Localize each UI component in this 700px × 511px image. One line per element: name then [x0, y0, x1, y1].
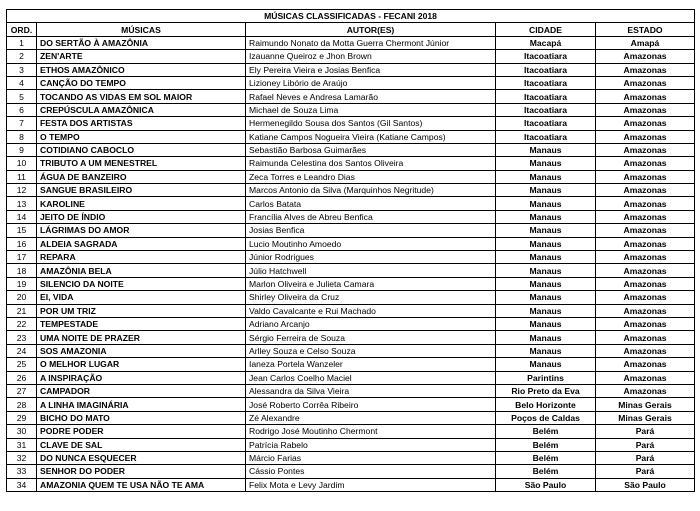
cell-state: Amazonas	[596, 358, 695, 371]
cell-city: Manaus	[496, 237, 596, 250]
cell-city: Manaus	[496, 197, 596, 210]
cell-state: Amazonas	[596, 63, 695, 76]
cell-city: Manaus	[496, 184, 596, 197]
cell-city: Belém	[496, 438, 596, 451]
cell-author: Cássio Pontes	[246, 465, 496, 478]
cell-city: Parintins	[496, 371, 596, 384]
cell-state: Amazonas	[596, 170, 695, 183]
cell-song: SANGUE BRASILEIRO	[37, 184, 246, 197]
header-ord: ORD.	[7, 23, 37, 36]
table-row	[7, 90, 695, 103]
cell-ord: 1	[7, 36, 37, 49]
cell-state: Pará	[596, 425, 695, 438]
cell-city: Macapá	[496, 36, 596, 49]
cell-city: Manaus	[496, 224, 596, 237]
table-row	[7, 210, 695, 223]
cell-state: Amapá	[596, 36, 695, 49]
cell-author: Carlos Batata	[246, 197, 496, 210]
cell-song: CLAVE DE SAL	[37, 438, 246, 451]
cell-song: A INSPIRAÇÃO	[37, 371, 246, 384]
cell-state: São Paulo	[596, 478, 695, 491]
cell-author: Izauanne Queiroz e Jhon Brown	[246, 50, 496, 63]
cell-city: Manaus	[496, 277, 596, 290]
cell-ord: 30	[7, 425, 37, 438]
cell-ord: 26	[7, 371, 37, 384]
table-row	[7, 451, 695, 464]
table-row	[7, 36, 695, 49]
cell-ord: 5	[7, 90, 37, 103]
cell-ord: 23	[7, 331, 37, 344]
cell-song: DO NUNCA ESQUECER	[37, 451, 246, 464]
cell-state: Amazonas	[596, 317, 695, 330]
cell-city: Itacoatiara	[496, 50, 596, 63]
cell-state: Pará	[596, 451, 695, 464]
cell-state: Amazonas	[596, 103, 695, 116]
cell-author: Júlio Hatchwell	[246, 264, 496, 277]
cell-ord: 10	[7, 157, 37, 170]
cell-ord: 21	[7, 304, 37, 317]
cell-ord: 7	[7, 117, 37, 130]
cell-song: REPARA	[37, 251, 246, 264]
cell-ord: 12	[7, 184, 37, 197]
cell-state: Minas Gerais	[596, 398, 695, 411]
table-row	[7, 358, 695, 371]
cell-ord: 22	[7, 317, 37, 330]
cell-song: TEMPESTADE	[37, 317, 246, 330]
header-city: CIDADE	[496, 23, 596, 36]
cell-state: Amazonas	[596, 130, 695, 143]
cell-city: Manaus	[496, 317, 596, 330]
cell-author: Ianeza Portela Wanzeler	[246, 358, 496, 371]
cell-song: AMAZONIA QUEM TE USA NÃO TE AMA	[37, 478, 246, 491]
cell-state: Amazonas	[596, 184, 695, 197]
cell-song: POR UM TRIZ	[37, 304, 246, 317]
cell-ord: 4	[7, 76, 37, 89]
cell-city: Belém	[496, 465, 596, 478]
cell-author: Zeca Torres e Leandro Dias	[246, 170, 496, 183]
cell-city: Manaus	[496, 143, 596, 156]
cell-author: Michael de Souza Lima	[246, 103, 496, 116]
cell-state: Amazonas	[596, 157, 695, 170]
cell-city: Itacoatiara	[496, 90, 596, 103]
cell-song: KAROLINE	[37, 197, 246, 210]
classified-songs-table	[6, 9, 695, 492]
cell-author: Sérgio Ferreira de Souza	[246, 331, 496, 344]
cell-city: Manaus	[496, 344, 596, 357]
table-row	[7, 157, 695, 170]
table-title: MÚSICAS CLASSIFICADAS - FECANI 2018	[7, 10, 695, 23]
cell-ord: 19	[7, 277, 37, 290]
cell-song: SOS AMAZONIA	[37, 344, 246, 357]
table-row	[7, 63, 695, 76]
cell-ord: 33	[7, 465, 37, 478]
cell-ord: 13	[7, 197, 37, 210]
cell-author: Zé Alexandre	[246, 411, 496, 424]
header-author: AUTOR(ES)	[246, 23, 496, 36]
cell-author: Marlon Oliveira e Julieta Camara	[246, 277, 496, 290]
cell-city: Poços de Caldas	[496, 411, 596, 424]
cell-city: Itacoatiara	[496, 76, 596, 89]
cell-ord: 3	[7, 63, 37, 76]
cell-song: O TEMPO	[37, 130, 246, 143]
cell-state: Amazonas	[596, 90, 695, 103]
cell-state: Amazonas	[596, 117, 695, 130]
cell-author: Lucio Moutinho Amoedo	[246, 237, 496, 250]
table-row	[7, 331, 695, 344]
header-state: ESTADO	[596, 23, 695, 36]
cell-song: LÁGRIMAS DO AMOR	[37, 224, 246, 237]
cell-state: Amazonas	[596, 237, 695, 250]
cell-ord: 2	[7, 50, 37, 63]
cell-state: Amazonas	[596, 344, 695, 357]
cell-author: Sebastião Barbosa Guimarães	[246, 143, 496, 156]
cell-author: Raimundo Nonato da Motta Guerra Chermont Júnior	[246, 36, 496, 49]
cell-author: José Roberto Corrêa Ribeiro	[246, 398, 496, 411]
table-row	[7, 117, 695, 130]
cell-ord: 9	[7, 143, 37, 156]
cell-author: Patrícia Rabelo	[246, 438, 496, 451]
cell-city: Manaus	[496, 331, 596, 344]
cell-song: A LINHA IMAGINÁRIA	[37, 398, 246, 411]
cell-city: Belém	[496, 451, 596, 464]
cell-song: ALDEIA SAGRADA	[37, 237, 246, 250]
cell-city: Manaus	[496, 170, 596, 183]
cell-author: Francília Alves de Abreu Benfica	[246, 210, 496, 223]
cell-state: Amazonas	[596, 371, 695, 384]
table-row	[7, 344, 695, 357]
table-row	[7, 251, 695, 264]
cell-ord: 17	[7, 251, 37, 264]
cell-city: Manaus	[496, 304, 596, 317]
cell-author: Josias Benfica	[246, 224, 496, 237]
cell-ord: 25	[7, 358, 37, 371]
cell-state: Amazonas	[596, 331, 695, 344]
cell-state: Pará	[596, 438, 695, 451]
cell-author: Jean Carlos Coelho Maciel	[246, 371, 496, 384]
cell-ord: 27	[7, 384, 37, 397]
cell-state: Amazonas	[596, 143, 695, 156]
table-row	[7, 76, 695, 89]
cell-author: Adriano Arcanjo	[246, 317, 496, 330]
cell-song: JEITO DE ÍNDIO	[37, 210, 246, 223]
table-row	[7, 184, 695, 197]
cell-city: Rio Preto da Eva	[496, 384, 596, 397]
spreadsheet	[6, 9, 695, 492]
cell-ord: 8	[7, 130, 37, 143]
cell-state: Amazonas	[596, 384, 695, 397]
cell-song: EI, VIDA	[37, 291, 246, 304]
cell-city: Manaus	[496, 251, 596, 264]
cell-ord: 20	[7, 291, 37, 304]
cell-city: Manaus	[496, 210, 596, 223]
cell-ord: 24	[7, 344, 37, 357]
cell-author: Felix Mota e Levy Jardim	[246, 478, 496, 491]
cell-song: SILENCIO DA NOITE	[37, 277, 246, 290]
cell-song: DO SERTÃO À AMAZÔNIA	[37, 36, 246, 49]
cell-author: Hermenegildo Sousa dos Santos (Gil Santos)	[246, 117, 496, 130]
cell-city: Itacoatiara	[496, 130, 596, 143]
title-row	[7, 10, 695, 23]
cell-ord: 29	[7, 411, 37, 424]
cell-song: BICHO DO MATO	[37, 411, 246, 424]
cell-city: Manaus	[496, 157, 596, 170]
cell-ord: 28	[7, 398, 37, 411]
cell-author: Ely Pereira Vieira e Josias Benfica	[246, 63, 496, 76]
table-row	[7, 50, 695, 63]
cell-city: Itacoatiara	[496, 103, 596, 116]
cell-song: ÁGUA DE BANZEIRO	[37, 170, 246, 183]
table-row	[7, 371, 695, 384]
cell-song: PODRE PODER	[37, 425, 246, 438]
cell-state: Amazonas	[596, 210, 695, 223]
cell-state: Amazonas	[596, 76, 695, 89]
cell-ord: 6	[7, 103, 37, 116]
cell-song: AMAZÔNIA BELA	[37, 264, 246, 277]
cell-state: Amazonas	[596, 264, 695, 277]
table-row	[7, 224, 695, 237]
cell-state: Amazonas	[596, 197, 695, 210]
table-row	[7, 277, 695, 290]
cell-author: Katiane Campos Nogueira Vieira (Katiane Campos)	[246, 130, 496, 143]
table-row	[7, 317, 695, 330]
cell-song: O MELHOR LUGAR	[37, 358, 246, 371]
table-row	[7, 237, 695, 250]
header-row	[7, 23, 695, 36]
cell-author: Rodrigo José Moutinho Chermont	[246, 425, 496, 438]
table-row	[7, 143, 695, 156]
cell-city: Itacoatiara	[496, 117, 596, 130]
cell-state: Pará	[596, 465, 695, 478]
cell-author: Lizioney Libório de Araújo	[246, 76, 496, 89]
cell-song: CAMPADOR	[37, 384, 246, 397]
table-row	[7, 170, 695, 183]
cell-author: Shirley Oliveira da Cruz	[246, 291, 496, 304]
cell-city: Manaus	[496, 358, 596, 371]
table-row	[7, 384, 695, 397]
cell-song: FESTA DOS ARTISTAS	[37, 117, 246, 130]
table-row	[7, 411, 695, 424]
cell-ord: 34	[7, 478, 37, 491]
header-song: MÚSICAS	[37, 23, 246, 36]
cell-city: São Paulo	[496, 478, 596, 491]
table-row	[7, 304, 695, 317]
cell-author: Rafael Neves e Andresa Lamarão	[246, 90, 496, 103]
cell-city: Manaus	[496, 291, 596, 304]
table-row	[7, 130, 695, 143]
cell-song: CREPÚSCULA AMAZÔNICA	[37, 103, 246, 116]
table-body	[7, 36, 695, 491]
cell-ord: 15	[7, 224, 37, 237]
table-row	[7, 291, 695, 304]
cell-ord: 11	[7, 170, 37, 183]
cell-ord: 14	[7, 210, 37, 223]
cell-song: ETHOS AMAZÔNICO	[37, 63, 246, 76]
cell-state: Minas Gerais	[596, 411, 695, 424]
cell-ord: 32	[7, 451, 37, 464]
cell-city: Belém	[496, 425, 596, 438]
cell-author: Raimunda Celestina dos Santos Oliveira	[246, 157, 496, 170]
cell-song: ZEN'ARTE	[37, 50, 246, 63]
cell-state: Amazonas	[596, 304, 695, 317]
cell-city: Manaus	[496, 264, 596, 277]
cell-ord: 18	[7, 264, 37, 277]
cell-state: Amazonas	[596, 251, 695, 264]
table-row	[7, 425, 695, 438]
cell-state: Amazonas	[596, 291, 695, 304]
cell-song: CANÇÃO DO TEMPO	[37, 76, 246, 89]
cell-state: Amazonas	[596, 50, 695, 63]
table-row	[7, 264, 695, 277]
cell-state: Amazonas	[596, 224, 695, 237]
cell-author: Júnior Rodrigues	[246, 251, 496, 264]
cell-city: Itacoatiara	[496, 63, 596, 76]
cell-state: Amazonas	[596, 277, 695, 290]
cell-ord: 16	[7, 237, 37, 250]
cell-author: Marcos Antonio da Silva (Marquinhos Negritude)	[246, 184, 496, 197]
cell-ord: 31	[7, 438, 37, 451]
table-row	[7, 465, 695, 478]
cell-author: Márcio Farias	[246, 451, 496, 464]
cell-song: TRIBUTO A UM MENESTREL	[37, 157, 246, 170]
cell-song: COTIDIANO CABOCLO	[37, 143, 246, 156]
table-row	[7, 103, 695, 116]
cell-song: UMA NOITE DE PRAZER	[37, 331, 246, 344]
table-row	[7, 398, 695, 411]
cell-author: Alessandra da Silva Vieira	[246, 384, 496, 397]
table-row	[7, 478, 695, 491]
cell-author: Arlley Souza e Celso Souza	[246, 344, 496, 357]
cell-author: Valdo Cavalcante e Rui Machado	[246, 304, 496, 317]
cell-song: SENHOR DO PODER	[37, 465, 246, 478]
cell-song: TOCANDO AS VIDAS EM SOL MAIOR	[37, 90, 246, 103]
table-row	[7, 438, 695, 451]
table-row	[7, 197, 695, 210]
cell-city: Belo Horizonte	[496, 398, 596, 411]
